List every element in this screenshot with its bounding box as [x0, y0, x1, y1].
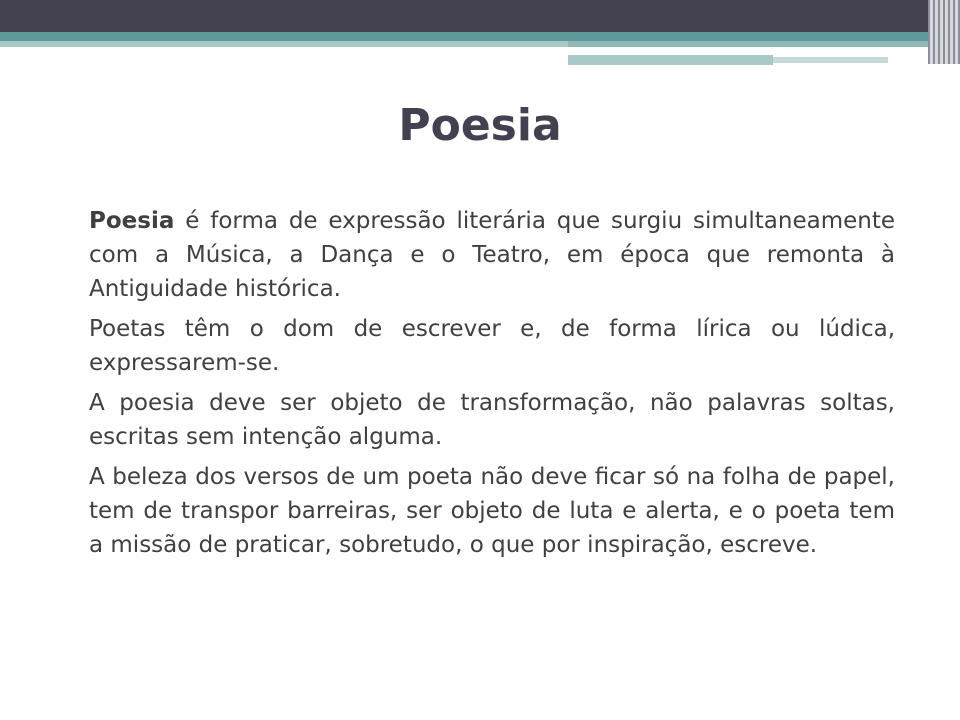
paragraph-3: A poesia deve ser objeto de transformação, não palavras soltas, escritas sem intenção alguma. [89, 390, 895, 450]
header-strip-bottom [568, 55, 773, 65]
header-band-light-right [568, 41, 960, 47]
paragraph-4: A beleza dos versos de um poeta não deve ficar só na folha de papel, tem de transpor barreiras, ser objeto de luta e alerta, e o poeta tem a missão de praticar, sobretudo, o que por inspiração, escreve. [89, 464, 895, 558]
paragraph-2: Poetas têm o dom de escrever e, de forma lírica ou lúdica, expressarem-se. [89, 316, 895, 376]
paragraph-1-text: é forma de expressão literária que surgiu simultaneamente com a Música, a Dança e o Teatro, em época que remonta à Antiguidade histórica. [89, 208, 895, 302]
header-strip-white [568, 50, 888, 53]
paragraph-1 [89, 204, 895, 306]
header-band-dark [0, 0, 960, 32]
slide-body [89, 204, 895, 568]
paragraph-1-lead: Poesia [89, 208, 175, 234]
header-band-light [0, 41, 568, 47]
header-decorative-lines [928, 0, 960, 64]
slide-title: Poesia [398, 100, 562, 151]
header-band-teal [0, 32, 960, 41]
header-strip-bottom-right [773, 57, 888, 63]
